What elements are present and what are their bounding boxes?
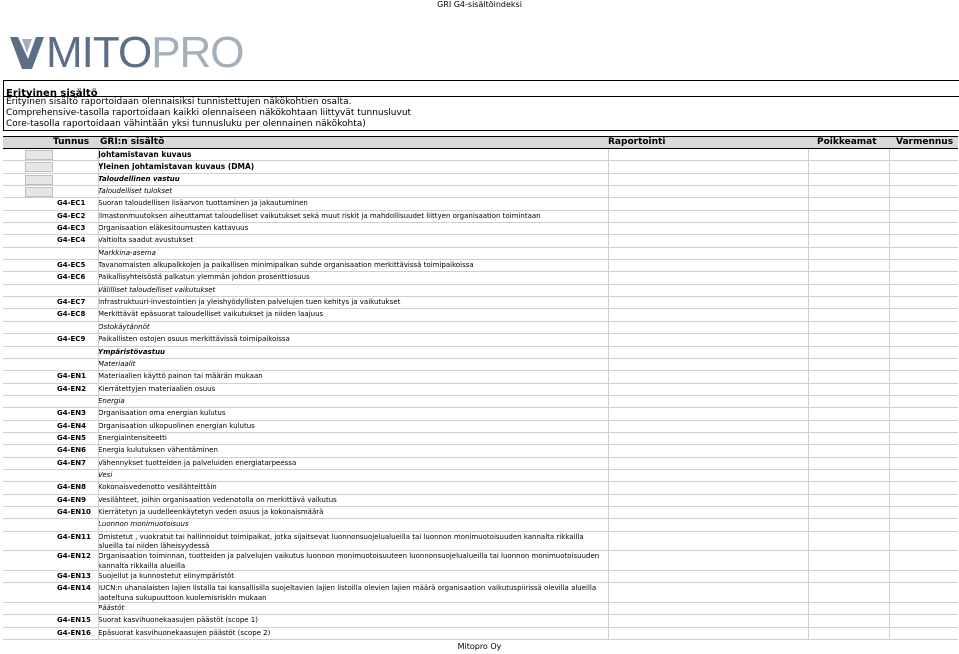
cell-divider <box>889 149 890 160</box>
cell-divider <box>608 223 609 234</box>
cell-divider <box>808 583 809 602</box>
cell-divider <box>889 482 890 493</box>
cell-divider <box>608 174 609 185</box>
row-text: Energiaintensiteetti <box>98 433 167 442</box>
row-marker <box>25 150 53 160</box>
table-row <box>3 285 958 297</box>
row-text: Omistetut , vuokratut tai hallinnoidut toimipaikat, jotka sijaitsevat luonnonsuojelualueilla tai luonnon monimuotoisuuden kannalta rikkailla alueilla tai niiden läheisyydessä <box>98 532 584 551</box>
table-row <box>3 603 958 615</box>
cell-divider <box>608 161 609 172</box>
table-row <box>3 174 958 186</box>
cell-divider <box>608 433 609 444</box>
cell-divider <box>808 272 809 283</box>
cell-divider <box>808 507 809 518</box>
row-text: Tavanomaisten alkupalkkojen ja paikallisen minimipalkan suhde organisaation merkittävissä toimipaikoissa <box>98 261 474 270</box>
cell-divider <box>608 285 609 296</box>
cell-divider <box>889 628 890 639</box>
section-title: Erityinen sisältö <box>6 88 98 99</box>
cell-divider <box>608 507 609 518</box>
table-row <box>3 421 958 433</box>
cell-divider <box>889 248 890 259</box>
section-box <box>3 80 959 131</box>
intro-line: Comprehensive-tasolla raportoidaan kaikki olennaiseen näkökohtaan liittyvät tunnusluvut <box>6 108 412 118</box>
cell-divider <box>98 482 99 493</box>
row-text: Energia kulutuksen vähentäminen <box>98 446 218 455</box>
cell-divider <box>808 551 809 570</box>
cell-divider <box>98 532 99 551</box>
cell-divider <box>808 408 809 419</box>
cell-divider <box>808 628 809 639</box>
cell-divider <box>889 272 890 283</box>
table-row <box>3 223 958 235</box>
cell-divider <box>98 371 99 382</box>
table-row <box>3 359 958 371</box>
cell-divider <box>808 445 809 456</box>
cell-divider <box>608 211 609 222</box>
cell-divider <box>608 309 609 320</box>
cell-divider <box>98 571 99 582</box>
cell-divider <box>608 359 609 370</box>
cell-divider <box>608 384 609 395</box>
cell-divider <box>98 433 99 444</box>
row-code: G4-EC7 <box>57 298 86 307</box>
row-code: G4-EN2 <box>57 384 87 393</box>
row-code: G4-EN1 <box>57 372 87 381</box>
row-text: Merkittävät epäsuorat taloudelliset vaikutukset ja niiden laajuus <box>98 310 324 319</box>
cell-divider <box>889 334 890 345</box>
cell-divider <box>808 532 809 551</box>
cell-divider <box>889 408 890 419</box>
cell-divider <box>889 603 890 614</box>
row-text: Luonnon monimuotoisuus <box>98 520 189 529</box>
table-row <box>3 272 958 284</box>
cell-divider <box>608 297 609 308</box>
table-row <box>3 396 958 408</box>
cell-divider <box>608 551 609 570</box>
table-row <box>3 309 958 321</box>
cell-divider <box>98 309 99 320</box>
table-row <box>3 433 958 445</box>
table-row <box>3 322 958 334</box>
cell-divider <box>808 359 809 370</box>
column-header-tunnus: Tunnus <box>53 137 90 147</box>
row-marker <box>25 175 53 185</box>
cell-divider <box>808 149 809 160</box>
column-header-poikkeamat: Poikkeamat <box>817 137 877 147</box>
row-text: Materiaalien käyttö painon tai määrän mukaan <box>98 372 263 381</box>
row-text: Paikallisyhteisöstä palkatun ylemmän johdon prosenttiosuus <box>98 273 310 282</box>
row-code: G4-EN14 <box>57 584 91 593</box>
cell-divider <box>98 359 99 370</box>
cell-divider <box>608 421 609 432</box>
table-row <box>3 628 958 640</box>
cell-divider <box>889 371 890 382</box>
cell-divider <box>98 628 99 639</box>
cell-divider <box>98 458 99 469</box>
cell-divider <box>808 571 809 582</box>
cell-divider <box>608 445 609 456</box>
row-code: G4-EN4 <box>57 421 87 430</box>
table-row <box>3 571 958 583</box>
logo-text-mito: MITO <box>46 28 152 77</box>
cell-divider <box>808 615 809 626</box>
row-text: Suorat kasvihuonekaasujen päästöt (scope 1) <box>98 616 258 625</box>
cell-divider <box>808 260 809 271</box>
cell-divider <box>889 396 890 407</box>
cell-divider <box>98 421 99 432</box>
cell-divider <box>889 615 890 626</box>
table-row <box>3 519 958 531</box>
cell-divider <box>808 223 809 234</box>
row-code: G4-EN5 <box>57 433 87 442</box>
row-text: Vähennykset tuotteiden ja palveluiden energiatarpeessa <box>98 458 297 467</box>
cell-divider <box>889 347 890 358</box>
cell-divider <box>889 384 890 395</box>
row-marker <box>25 162 53 172</box>
cell-divider <box>98 507 99 518</box>
cell-divider <box>889 519 890 530</box>
row-text: Organisaation toiminnan, tuotteiden ja palvelujen vaikutus luonnon monimuotoisuuteen luonnonsuojelualueilla tai luonnon monimuotoisuuden kannalta rikkailla alueilla <box>98 552 600 570</box>
table-row <box>3 198 958 210</box>
cell-divider <box>608 495 609 506</box>
table-row <box>3 470 958 482</box>
cell-divider <box>808 384 809 395</box>
cell-divider <box>608 334 609 345</box>
row-code: G4-EC1 <box>57 199 86 208</box>
row-text: Päästöt <box>98 604 125 613</box>
cell-divider <box>608 347 609 358</box>
cell-divider <box>808 433 809 444</box>
row-text: Ilmastonmuutoksen aiheuttamat taloudelliset vaikutukset sekä muut riskit ja mahdollisuudet liittyen organisaation toimintaan <box>98 211 541 220</box>
cell-divider <box>608 408 609 419</box>
cell-divider <box>608 322 609 333</box>
cell-divider <box>608 532 609 551</box>
row-code: G4-EN13 <box>57 572 91 581</box>
logo-text-pro: PRO <box>151 28 244 77</box>
cell-divider <box>808 297 809 308</box>
row-code: G4-EN8 <box>57 483 87 492</box>
cell-divider <box>889 470 890 481</box>
logo-mark-icon <box>10 35 44 71</box>
cell-divider <box>98 223 99 234</box>
table-row <box>3 445 958 457</box>
table-row <box>3 161 958 173</box>
row-text: Organisaation ulkopuolinen energian kulutus <box>98 421 255 430</box>
cell-divider <box>98 334 99 345</box>
cell-divider <box>98 408 99 419</box>
cell-divider <box>889 309 890 320</box>
cell-divider <box>808 161 809 172</box>
row-code: G4-EC5 <box>57 261 86 270</box>
row-text: Paikallisten ostojen osuus merkittävissä toimipaikoissa <box>98 335 290 344</box>
row-marker <box>25 187 53 197</box>
cell-divider <box>98 495 99 506</box>
cell-divider <box>889 223 890 234</box>
cell-divider <box>98 297 99 308</box>
cell-divider <box>889 571 890 582</box>
row-code: G4-EN15 <box>57 616 91 625</box>
row-code: G4-EN9 <box>57 495 87 504</box>
cell-divider <box>608 603 609 614</box>
cell-divider <box>889 198 890 209</box>
cell-divider <box>889 359 890 370</box>
cell-divider <box>98 149 99 160</box>
cell-divider <box>608 628 609 639</box>
row-code: G4-EC8 <box>57 310 86 319</box>
cell-divider <box>608 260 609 271</box>
cell-divider <box>889 458 890 469</box>
page-footer: Mitopro Oy <box>457 642 502 651</box>
cell-divider <box>98 519 99 530</box>
cell-divider <box>98 615 99 626</box>
cell-divider <box>608 186 609 197</box>
cell-divider <box>98 322 99 333</box>
row-code: G4-EC6 <box>57 273 86 282</box>
cell-divider <box>808 458 809 469</box>
cell-divider <box>608 235 609 246</box>
table-row <box>3 248 958 260</box>
cell-divider <box>808 495 809 506</box>
cell-divider <box>98 235 99 246</box>
row-text: Kokonaisvedenotto vesilähteittäin <box>98 483 217 492</box>
content-index-table <box>3 149 958 640</box>
cell-divider <box>808 371 809 382</box>
cell-divider <box>608 583 609 602</box>
cell-divider <box>98 161 99 172</box>
cell-divider <box>608 458 609 469</box>
cell-divider <box>889 551 890 570</box>
cell-divider <box>608 396 609 407</box>
row-code: G4-EC2 <box>57 211 86 220</box>
cell-divider <box>98 384 99 395</box>
cell-divider <box>98 470 99 481</box>
cell-divider <box>808 482 809 493</box>
table-row <box>3 235 958 247</box>
cell-divider <box>98 186 99 197</box>
row-code: G4-EN10 <box>57 507 91 516</box>
cell-divider <box>889 260 890 271</box>
cell-divider <box>808 248 809 259</box>
table-row <box>3 583 958 603</box>
cell-divider <box>98 285 99 296</box>
row-text: Yleinen johtamistavan kuvaus (DMA) <box>98 162 255 172</box>
row-text: Organisaation eläkesitoumusten kattavuus <box>98 224 249 233</box>
cell-divider <box>889 211 890 222</box>
row-text: Organisaation oma energian kulutus <box>98 409 226 418</box>
row-code: G4-EN11 <box>57 532 91 541</box>
cell-divider <box>98 347 99 358</box>
cell-divider <box>98 396 99 407</box>
table-row <box>3 458 958 470</box>
section-intro <box>4 97 959 130</box>
table-row <box>3 297 958 309</box>
cell-divider <box>608 371 609 382</box>
row-code: G4-EC4 <box>57 236 86 245</box>
cell-divider <box>808 334 809 345</box>
cell-divider <box>608 248 609 259</box>
intro-line: Core-tasolla raportoidaan vähintään yksi tunnusluku per olennainen näkökohta) <box>6 119 366 129</box>
cell-divider <box>808 174 809 185</box>
row-text: Suoran taloudellisen lisäarvon tuottaminen ja jakautuminen <box>98 199 308 208</box>
table-row <box>3 384 958 396</box>
cell-divider <box>98 248 99 259</box>
table-row <box>3 551 958 571</box>
row-text: Epäsuorat kasvihuonekaasujen päästöt (scope 2) <box>98 628 271 637</box>
cell-divider <box>808 211 809 222</box>
cell-divider <box>808 322 809 333</box>
cell-divider <box>889 495 890 506</box>
table-row <box>3 334 958 346</box>
cell-divider <box>889 433 890 444</box>
cell-divider <box>889 507 890 518</box>
table-row <box>3 371 958 383</box>
cell-divider <box>808 198 809 209</box>
table-row <box>3 532 958 552</box>
cell-divider <box>608 272 609 283</box>
cell-divider <box>608 519 609 530</box>
row-text: Kierrätettyjen materiaalien osuus <box>98 384 216 393</box>
cell-divider <box>98 198 99 209</box>
row-text: Välilliset taloudelliset vaikutukset <box>98 285 216 294</box>
cell-divider <box>889 186 890 197</box>
cell-divider <box>608 470 609 481</box>
table-header <box>3 136 958 149</box>
table-row <box>3 260 958 272</box>
row-text: Taloudelliset tulokset <box>98 187 173 196</box>
column-header-gri: GRI:n sisältö <box>100 137 165 147</box>
row-code: G4-EC9 <box>57 335 86 344</box>
table-row <box>3 211 958 223</box>
row-code: G4-EN12 <box>57 552 91 561</box>
cell-divider <box>889 532 890 551</box>
table-row <box>3 149 958 161</box>
row-text: Materiaalit <box>98 359 136 368</box>
cell-divider <box>98 211 99 222</box>
table-row <box>3 507 958 519</box>
cell-divider <box>808 396 809 407</box>
row-text: Infrastruktuuri-investointien ja yleishyödyllisten palvelujen tuen kehitys ja vaikutukset <box>98 298 401 307</box>
cell-divider <box>98 445 99 456</box>
cell-divider <box>98 551 99 570</box>
table-row <box>3 186 958 198</box>
table-row <box>3 408 958 420</box>
cell-divider <box>608 482 609 493</box>
cell-divider <box>98 272 99 283</box>
cell-divider <box>808 285 809 296</box>
row-code: G4-EN16 <box>57 628 91 637</box>
row-code: G4-EN7 <box>57 458 87 467</box>
cell-divider <box>98 260 99 271</box>
row-text: Vesilähteet, joihin organisaation vedenotolla on merkittävä vaikutus <box>98 495 337 504</box>
cell-divider <box>608 571 609 582</box>
cell-divider <box>808 470 809 481</box>
cell-divider <box>608 149 609 160</box>
table-row <box>3 615 958 627</box>
cell-divider <box>98 603 99 614</box>
row-code: G4-EN3 <box>57 409 87 418</box>
table-row <box>3 495 958 507</box>
intro-line: Erityinen sisältö raportoidaan olennaisiksi tunnistettujen näkökohtien osalta. <box>6 97 352 107</box>
row-text: Johtamistavan kuvaus <box>98 150 192 159</box>
cell-divider <box>808 235 809 246</box>
cell-divider <box>889 161 890 172</box>
row-text: Ostokäytännöt <box>98 322 150 331</box>
row-text: IUCN:n uhanalaisten lajien listalla tai kansallisilla suojeltavien lajien listoilla olevien lajien määrä organisaation vaikutuspiirissä olevilla alueilla jaoteltuna sukupuuttoon kuolemisriskin mukaan <box>98 584 597 602</box>
cell-divider <box>808 186 809 197</box>
row-code: G4-EN6 <box>57 446 87 455</box>
row-text: Energia <box>98 396 125 405</box>
cell-divider <box>808 603 809 614</box>
column-header-raportointi: Raportointi <box>608 137 666 147</box>
document-title: GRI G4-sisältöindeksi <box>437 0 522 9</box>
row-text: Markkina-asema <box>98 248 156 257</box>
row-text: Vesi <box>98 470 113 479</box>
row-text: Ympäristövastuu <box>98 347 166 356</box>
row-code: G4-EC3 <box>57 224 86 233</box>
table-row <box>3 482 958 494</box>
cell-divider <box>889 445 890 456</box>
row-text: Taloudellinen vastuu <box>98 174 180 183</box>
cell-divider <box>889 285 890 296</box>
cell-divider <box>808 309 809 320</box>
cell-divider <box>808 421 809 432</box>
cell-divider <box>889 174 890 185</box>
row-text: Suojellut ja kunnostetut elinympäristöt <box>98 572 235 581</box>
cell-divider <box>889 583 890 602</box>
cell-divider <box>98 174 99 185</box>
table-row <box>3 347 958 359</box>
cell-divider <box>808 347 809 358</box>
cell-divider <box>808 519 809 530</box>
cell-divider <box>889 322 890 333</box>
cell-divider <box>889 235 890 246</box>
row-text: Valtiolta saadut avustukset <box>98 236 194 245</box>
cell-divider <box>889 297 890 308</box>
cell-divider <box>889 421 890 432</box>
cell-divider <box>608 615 609 626</box>
row-text: Kierrätetyn ja uudelleenkäytetyn veden osuus ja kokonaismäärä <box>98 507 324 516</box>
column-header-varmennus: Varmennus <box>896 137 954 147</box>
cell-divider <box>608 198 609 209</box>
cell-divider <box>98 583 99 602</box>
